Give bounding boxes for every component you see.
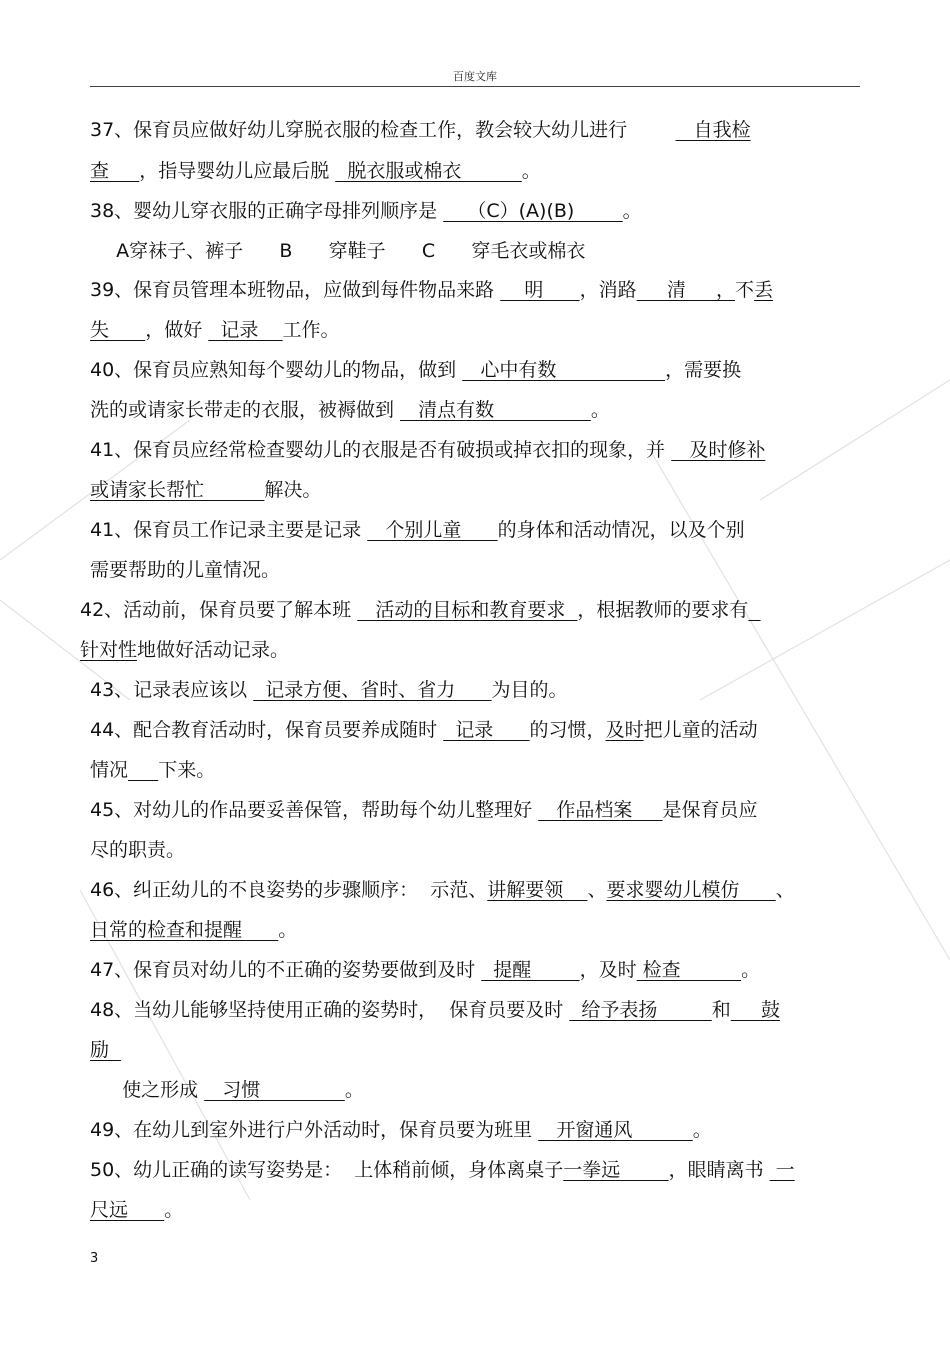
line-text: 使之形成 — [104, 1079, 205, 1101]
line-text: 和 — [711, 999, 731, 1021]
line-text: 尽的职责。 — [90, 839, 186, 861]
text-line — [90, 757, 215, 783]
text-line — [90, 437, 765, 463]
fill-blank-answer: 清点有数 — [400, 399, 591, 421]
text-line — [90, 277, 773, 303]
line-text: 需要帮助的儿童情况。 — [90, 559, 281, 581]
fill-blank-answer: 励 — [90, 1039, 122, 1061]
fill-blank-answer: 失 — [90, 319, 146, 341]
line-text: 把儿童的活动 — [643, 719, 758, 741]
fill-blank-answer: 自我检 — [675, 119, 751, 141]
text-line — [104, 238, 585, 264]
fill-blank-answer: 讲解要领 — [487, 879, 588, 901]
text-line — [90, 1117, 712, 1143]
fill-blank-answer: 记录 — [443, 719, 530, 741]
fill-blank-answer: 及时修补 — [671, 439, 766, 461]
fill-blank-answer: 检查 — [636, 959, 742, 981]
line-text — [627, 119, 675, 141]
fill-blank-answer: 清 ， — [636, 279, 736, 301]
fill-blank-answer: 明 — [500, 279, 580, 301]
text-line — [90, 797, 758, 823]
text-line — [90, 477, 321, 503]
text-line — [90, 717, 758, 743]
fill-blank-answer: 给予表扬 — [569, 999, 712, 1021]
text-line — [80, 637, 289, 663]
line-text: A穿袜子、裤子 B 穿鞋子 C 穿毛衣或棉衣 — [104, 240, 586, 262]
text-line — [90, 997, 780, 1023]
line-text: 。 — [622, 200, 642, 222]
text-line — [90, 117, 751, 143]
text-line — [90, 557, 280, 583]
page-number: 3 — [90, 1251, 99, 1266]
fill-blank-answer: 提醒 — [481, 959, 580, 981]
fill-blank-answer: 活动的目标和教育要求 — [357, 599, 578, 621]
line-text: 工作。 — [282, 319, 340, 341]
text-line — [80, 597, 761, 623]
line-text: 。 — [692, 1119, 712, 1141]
header-divider — [90, 86, 860, 87]
fill-blank-answer: 要求婴幼儿模仿 — [606, 879, 776, 901]
text-line — [90, 1037, 121, 1063]
line-text: 、 — [587, 879, 607, 901]
text-line — [90, 397, 610, 423]
line-text: 不 — [735, 279, 755, 301]
line-text: 46、纠正幼儿的不良姿势的步骤顺序： 示范、 — [90, 879, 488, 901]
line-text: 42、活动前，保育员要了解本班 — [80, 599, 358, 621]
line-text: 地做好活动记录。 — [137, 639, 290, 661]
text-line — [90, 837, 185, 863]
text-line — [90, 198, 642, 224]
text-line — [90, 158, 541, 184]
line-text: 50、幼儿正确的读写姿势是： 上体稍前倾，身体离桌子 — [90, 1159, 564, 1181]
line-text: 41、保育员应经常检查婴幼儿的衣服是否有破损或掉衣扣的现象，并 — [90, 439, 672, 461]
line-text: 47、保育员对幼儿的不正确的姿势要做到及时 — [90, 959, 482, 981]
text-line — [90, 517, 745, 543]
fill-blank-answer: 作品档案 — [538, 799, 663, 821]
line-text: 。 — [741, 959, 761, 981]
fill-blank-answer: 查 — [90, 160, 140, 182]
text-line — [90, 1157, 795, 1183]
fill-blank-answer: 一拳远 — [563, 1159, 669, 1181]
text-line — [90, 677, 568, 703]
line-text: 。 — [590, 399, 610, 421]
text-line — [90, 917, 297, 943]
fill-blank-answer: 习惯 — [204, 1079, 345, 1101]
line-text: 为目的。 — [491, 679, 568, 701]
fill-blank-answer: 个别儿童 — [367, 519, 498, 541]
line-text: 49、在幼儿到室外进行户外活动时，保育员要为班里 — [90, 1119, 539, 1141]
fill-blank-answer: 心中有数 — [462, 359, 666, 381]
line-text: 。 — [521, 160, 541, 182]
line-text: ，根据教师的要求有 — [577, 599, 749, 621]
line-text: 48、当幼儿能够坚持使用正确的姿势时， 保育员要及时 — [90, 999, 570, 1021]
text-line — [90, 357, 741, 383]
line-text: 40、保育员应熟知每个婴幼儿的物品，做到 — [90, 359, 463, 381]
line-text: 是保育员应 — [662, 799, 758, 821]
line-text: 。 — [278, 919, 298, 941]
fill-blank-answer: （C）(A)(B) — [443, 200, 623, 222]
line-text: ，需要换 — [665, 359, 742, 381]
fill-blank-answer: 日常的检查和提醒 — [90, 919, 279, 941]
line-text: 43、记录表应该以 — [90, 679, 254, 701]
fill-blank-answer: 一 — [769, 1159, 795, 1181]
line-text: 。 — [164, 1199, 184, 1221]
line-text: ，消路 — [579, 279, 637, 301]
line-text: 45、对幼儿的作品要妥善保管，帮助每个幼儿整理好 — [90, 799, 539, 821]
fill-blank-answer — [748, 599, 760, 621]
fill-blank-answer: 尺远 — [90, 1199, 165, 1221]
line-text: 39、保育员管理本班物品，应做到每件物品来路 — [90, 279, 501, 301]
line-text: 、 — [775, 879, 795, 901]
text-line — [90, 317, 340, 343]
line-text: 的习惯， — [529, 719, 606, 741]
text-line — [90, 877, 795, 903]
text-line — [90, 957, 760, 983]
line-text: 。 — [344, 1079, 364, 1101]
fill-blank-answer: 鼓 — [730, 999, 780, 1021]
line-text: ，及时 — [579, 959, 637, 981]
fill-blank-answer: 开窗通风 — [538, 1119, 693, 1141]
line-text: 44、配合教育活动时，保育员要养成随时 — [90, 719, 444, 741]
line-text: 解决。 — [264, 479, 322, 501]
line-text: 下来。 — [158, 759, 216, 781]
line-text: 情况 — [90, 759, 129, 781]
fill-blank-answer: 脱衣服或棉衣 — [335, 160, 522, 182]
text-line — [104, 1077, 364, 1103]
fill-blank-answer: 及时 — [605, 719, 644, 741]
fill-blank-answer: 针对性 — [80, 639, 138, 661]
line-text: 37、保育员应做好幼儿穿脱衣服的检查工作，教会较大幼儿进行 — [90, 119, 628, 141]
fill-blank-answer — [128, 759, 158, 781]
line-text: ，做好 — [145, 319, 209, 341]
line-text: 洗的或请家长带走的衣服，被褥做到 — [90, 399, 401, 421]
line-text: 41、保育员工作记录主要是记录 — [90, 519, 368, 541]
document-header: 百度文库 — [453, 70, 497, 83]
line-text: 的身体和活动情况，以及个别 — [497, 519, 745, 541]
fill-blank-answer: 丢 — [754, 279, 774, 301]
fill-blank-answer: 记录方便、省时、省力 — [253, 679, 492, 701]
fill-blank-answer: 或请家长帮忙 — [90, 479, 265, 501]
text-line — [90, 1197, 183, 1223]
line-text: 38、婴幼儿穿衣服的正确字母排列顺序是 — [90, 200, 444, 222]
fill-blank-answer: 记录 — [208, 319, 283, 341]
line-text: ，指导婴幼儿应最后脱 — [139, 160, 336, 182]
line-text: ，眼睛离书 — [668, 1159, 770, 1181]
